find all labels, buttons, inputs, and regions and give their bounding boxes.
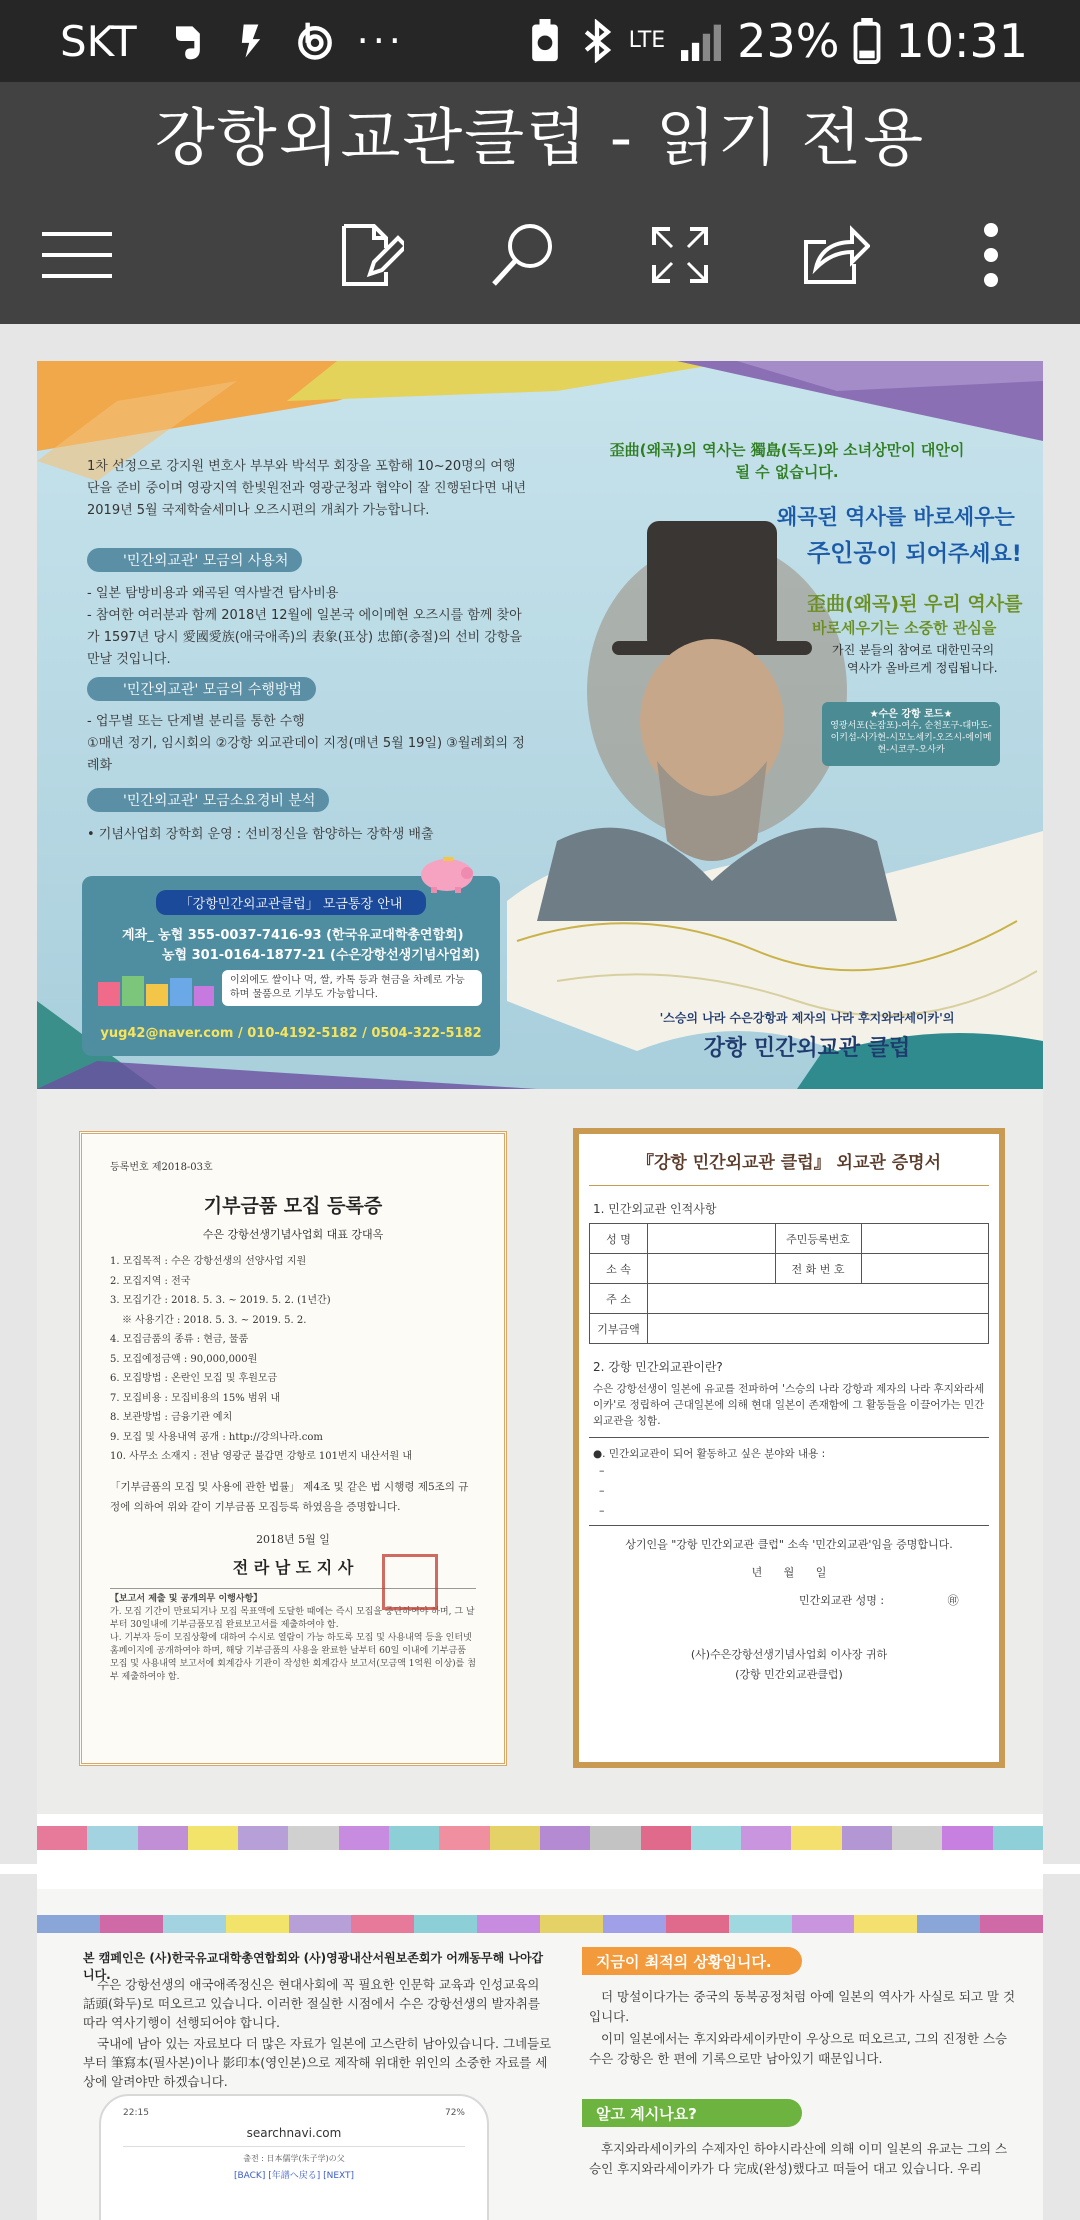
phone-screenshot (99, 2094, 489, 2220)
search-button[interactable] (468, 200, 578, 310)
decorative-stripe (37, 1826, 1043, 1850)
certificate-activity-lines (589, 1461, 989, 1526)
cert-input-id[interactable] (861, 1224, 989, 1254)
cert-input-name[interactable] (648, 1224, 776, 1254)
certificate-sign-label: 민간외교관 성명 : (799, 1594, 885, 1607)
notification-icon (229, 19, 273, 63)
document-title: 강항외교관클럽 - 읽기 전용 (154, 101, 926, 174)
registration-title: 기부금품 모집 등록증 (203, 1195, 383, 1217)
certificate-to-1: (사)수은강항선생기념사업회 이사장 귀하 (690, 1648, 888, 1661)
carrier-label: SKT (60, 16, 137, 66)
brochure-front (37, 361, 1043, 1089)
registration-item: 7. 모집비용 : 모집비용의 15% 범위 내 (110, 1392, 281, 1404)
battery-percent: 23% (737, 14, 840, 68)
page2-heading-2: 알고 계시나요? (582, 2099, 802, 2127)
activity-line: – (599, 1484, 605, 1497)
edit-document-icon (340, 222, 404, 288)
headline-3c: 가진 분들의 참여로 대한민국의 (832, 643, 995, 657)
section-usage-title: '민간외교관' 모금의 사용처 (87, 548, 302, 572)
page2-text-1a: 더 망설이다가는 중국의 동북공정처럼 아예 일본의 역사가 사실로 되고 말 것입니다. (589, 1989, 1016, 2024)
cert-cell: 전 화 번 호 (775, 1254, 861, 1284)
cert-cell: 주민등록번호 (775, 1224, 861, 1254)
section-cost-title: '민간외교관' 모금소요경비 분석 (87, 788, 329, 812)
phone-caption: 출전 : 日本儒学(朱子学)の父 (243, 2154, 345, 2163)
official-seal-stamp (382, 1554, 438, 1610)
notice-b: 나. 기부자 등이 모집상황에 대하여 수시로 열람이 가능 하도록 모집 및 사용내역 등을 인터넷 홈페이지에 공개하여야 하며, 해당 기부금품의 사용을 완료한 날부터 60일 이내에 기부금품 모집 및 사용내역 보고서에 회계감사 기관이 작성한 회계감사 보고서(모금액 1억원 이상)를 첨부 제출하여야 함. (110, 1632, 476, 1682)
piggy-bank-icon (417, 853, 479, 893)
page-separator (0, 1864, 1080, 1874)
fullscreen-button[interactable] (625, 200, 735, 310)
hamburger-icon (42, 230, 112, 280)
share-button[interactable] (781, 200, 891, 310)
registration-certificate (79, 1131, 507, 1766)
menu-button[interactable] (22, 200, 132, 310)
registration-item: 3. 모집기간 : 2018. 5. 3. ~ 2019. 5. 2. (1년간) (110, 1295, 331, 1306)
cert-cell: 소 속 (590, 1254, 648, 1284)
page2-banner: 본 캠페인은 (사)한국유교대학총연합회와 (사)영광내산서원보존회가 어깨동무해 나아갑니다. (83, 1951, 544, 1982)
registration-item: 4. 모집금품의 종류 : 현금, 물품 (110, 1334, 249, 1345)
headline-2b-rest: 이 되어주세요! (876, 542, 1022, 567)
cert-cell: 성 명 (590, 1224, 648, 1254)
phone-nav: [BACK] [年譜へ戻る] [NEXT] (233, 2171, 355, 2181)
activity-line: – (599, 1504, 605, 1517)
activity-line: – (599, 1464, 605, 1477)
registration-date: 2018년 5월 일 (256, 1532, 330, 1546)
network-type-label: LTE (628, 28, 666, 53)
footer-subtitle: '스승의 나라 수은강항과 제자의 나라 후지와라세이카'의 (659, 1011, 955, 1025)
brochure-inner (37, 1089, 1043, 1814)
route-body: 영광서포(논잠포)-여수, 순천포구-대마도-이키섬-사가현-시모노세키-오즈시-에이메현-시코쿠-오사카 (830, 721, 992, 755)
cert-input-address[interactable] (648, 1284, 989, 1314)
section-cost-body: • 기념사업회 장학회 운영 : 선비정신을 함양하는 장학생 배출 (87, 827, 434, 842)
registration-item: 10. 사무소 소재지 : 전남 영광군 불갑면 강항로 101번지 내산서원 내 (110, 1451, 412, 1462)
fullscreen-icon (650, 225, 710, 285)
signal-icon (679, 21, 723, 61)
account-panel (82, 876, 500, 1056)
phone-battery: 72% (444, 2108, 465, 2118)
phone-time: 22:15 (123, 2108, 149, 2118)
certificate-activity: ●. 민간외교관이 되어 활동하고 싶은 분야와 내용 : (593, 1448, 826, 1460)
cert-input-affiliation[interactable] (648, 1254, 776, 1284)
registration-item: 6. 모집방법 : 온란인 모집 및 후원모금 (110, 1373, 278, 1384)
gift-boxes-illustration (98, 972, 214, 1006)
certificate-section-2: 2. 강항 민간외교관이란? (593, 1360, 723, 1374)
headline-2a: 왜곡된 역사를 바로세우는 (777, 505, 1015, 529)
diplomat-certificate (573, 1128, 1005, 1768)
headline-1: 歪曲(왜곡)의 역사는 獨島(독도)와 소녀상만이 대안이 될 수 없습니다. (609, 441, 965, 481)
certificate-title: 『강항 민간외교관 클럽』 외교관 증명서 (589, 1148, 989, 1186)
registration-item: 5. 모집예정금액 : 90,000,000원 (110, 1353, 258, 1365)
clock: 10:31 (895, 14, 1028, 68)
certificate-to-2: (강항 민간외교관클럽) (735, 1668, 843, 1681)
cert-cell: 주 소 (590, 1284, 648, 1314)
section-method-title: '민간외교관' 모금의 수행방법 (87, 677, 316, 701)
headline-2b (807, 533, 1022, 568)
more-notifications-icon: ··· (356, 19, 405, 63)
certificate-certify: 상기인을 "강항 민간외교관 클럽" 소속 '민간외교관'임을 증명합니다. (625, 1538, 953, 1551)
battery-icon (853, 18, 881, 64)
headline-3d: 역사가 올바르게 정립됩니다. (847, 661, 998, 675)
cert-input-phone[interactable] (861, 1254, 989, 1284)
document-page-1 (37, 361, 1043, 2094)
contact-line: yug42@naver.com / 010-4192-5182 / 0504-322-5182 (100, 1026, 482, 1041)
app-bar (0, 82, 1080, 324)
page2-text-1b: 이미 일본에서는 후지와라세이카만이 우상으로 떠오르고, 그의 진정한 스승 수은 강항은 한 편에 기록으로만 남아있기 때문입니다. (589, 2031, 1008, 2066)
certificate-date: 년 월 일 (751, 1566, 827, 1579)
account-line-2: 농협 301-0164-1877-21 (수은강항선생기념사업회) (162, 948, 480, 963)
notice-title: 【보고서 제출 및 공개의무 이행사항】 (110, 1593, 263, 1604)
share-icon (802, 224, 870, 286)
registration-item: 9. 모집 및 사용내역 공개 : http://강의나라.com (110, 1431, 323, 1443)
headline-2b-bold: 주인공 (807, 539, 877, 567)
headline-3a: 歪曲(왜곡)된 우리 역사를 (807, 593, 1023, 615)
registration-subtitle: 수은 강항선생기념사업회 대표 강대옥 (202, 1228, 384, 1241)
registration-items (110, 1252, 476, 1467)
phone-url: searchnavi.com (123, 2126, 465, 2147)
registration-item: ※ 사용기간 : 2018. 5. 3. ~ 2019. 5. 2. (122, 1314, 307, 1326)
cert-cell: 기부금액 (590, 1314, 648, 1344)
seal-mark: ㊞ (947, 1594, 959, 1607)
more-options-button[interactable] (936, 200, 1046, 310)
footer-title: 강항 민간외교관 클럽 (703, 1036, 911, 1061)
registration-law-text: 「기부금품의 모집 및 사용에 관한 법률」 제4조 및 같은 법 시행령 제5조의 규정에 의하여 위와 같이 기부금품 모집등록 하였음을 증명합니다. (110, 1480, 469, 1513)
evernote-icon (165, 19, 209, 63)
route-title: ★수은 강항 로드★ (869, 709, 953, 720)
headline-3b: 바로세우기는 소중한 관심을 (812, 619, 997, 637)
cert-input-donation[interactable] (648, 1314, 989, 1344)
phone-statusbar (123, 2108, 465, 2118)
account-note: 이외에도 쌀이나 먹, 쌀, 카톡 등과 현금을 차례로 가능하며 물품으로 기부도 가능합니다. (222, 970, 482, 1006)
page2-heading-1: 지금이 최적의 상황입니다. (582, 1947, 802, 1975)
account-line-1: 계좌_ 농협 355-0037-7416-93 (한국유교대학총연합회) (122, 928, 464, 943)
certificate-info-table (589, 1223, 989, 1344)
bluetooth-icon (579, 19, 615, 63)
decorative-stripe (37, 1915, 1043, 1933)
account-panel-title: 「강항민간외교관클럽」 모금통장 안내 (156, 890, 426, 915)
registration-item: 2. 모집지역 : 전국 (110, 1275, 191, 1287)
certificate-section-1: 1. 민간외교관 인적사항 (593, 1202, 717, 1216)
document-viewer[interactable] (0, 324, 1080, 2220)
section-method-body: - 업무별 또는 단계별 분리를 통한 수행 ①매년 정기, 임시회의 ②강항 외교관데이 지정(매년 5월 19일) ③월례회의 정례화 (87, 714, 525, 773)
certificate-sign (589, 1592, 989, 1608)
route-box (822, 702, 1000, 766)
registration-issuer: 전 라 남 도 지 사 (232, 1557, 354, 1577)
page2-paragraph-2: 국내에 남아 있는 자료보다 더 많은 자료가 일본에 고스란히 남아있습니다. 그네들로부터 筆寫本(필사본)이나 影印本(영인본)으로 제작해 위대한 위인의 소중한 자료를 세상에 알려야만 하겠습니다. (83, 2036, 552, 2089)
registration-item: 8. 보관방법 : 금융기관 예치 (110, 1412, 233, 1423)
registration-number: 등록번호 제2018-03호 (110, 1162, 213, 1173)
edit-button[interactable] (317, 200, 427, 310)
certificate-section-2-body: 수은 강항선생이 일본에 유교를 전파하여 '스승의 나라 강항과 제자의 나라 후지와라세이카'로 정립하여 근대일본에 의해 현대 일본이 존재함에 그 활동들을 이끌어가는 민간외교관을 칭함. (589, 1381, 989, 1438)
page2-text-2: 후지와라세이카의 수제자인 하야시라산에 의해 이미 일본의 유교는 그의 스승인 후지와라세이카가 다 完成(완성)했다고 떠들어 대고 있습니다. 우리 (589, 2141, 1008, 2176)
more-vertical-icon (981, 222, 1001, 288)
status-bar (0, 0, 1080, 82)
registration-item: 1. 모집목적 : 수은 강항선생의 선양사업 지원 (110, 1256, 307, 1267)
band-app-icon (293, 19, 337, 63)
notice-a: 가. 모집 기간이 만료되거나 모집 목표액에 도달한 때에는 즉시 모집을 중단하여야 하며, 그 날부터 30일내에 기부금품모집 완료보고서를 제출하여야 함. (110, 1606, 475, 1630)
page2-paragraph-1: 수은 강항선생의 애국애족정신은 현대사회에 꼭 필요한 인문학 교육과 인성교육의 話頭(화두)로 떠오르고 있습니다. 이러한 절실한 시점에서 수은 강항선생의 발자취를 따라 역사기행이 선행되어야 합니다. (83, 1977, 540, 2030)
search-icon (490, 222, 556, 288)
section-usage-body: - 일본 탐방비용과 왜곡된 역사발견 탐사비용 - 참여한 여러분과 함께 2018년 12월에 일본국 에이메현 오즈시를 함께 찾아가 1597년 당시 愛國愛族(애국애족)의 表象(표상) 忠節(충절)의 선비 강항을 만날 것입니다. (87, 586, 523, 667)
battery-saver-icon (525, 19, 565, 63)
intro-paragraph: 1차 선정으로 강지원 변호사 부부와 박석무 회장을 포함해 10~20명의 여행단을 준비 중이며 영광지역 한빛원전과 영광군청과 협약이 잘 진행된다면 내년 2019년 5월 국제학술세미나 오즈시편의 개최가 가능합니다. (87, 459, 527, 518)
document-page-2 (37, 1889, 1043, 2220)
